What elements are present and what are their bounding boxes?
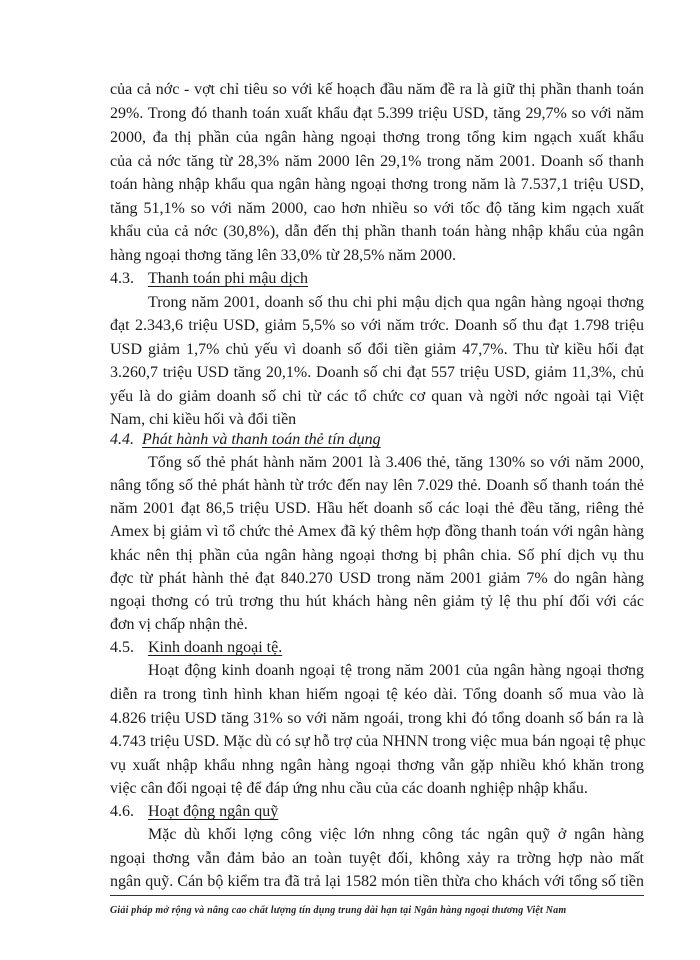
paragraph-line: tăng 51,1% so với năm 2000, cao hơn nhiều so với tốc độ tăng kim ngạch xuất (110, 200, 644, 217)
paragraph-line: đợc từ phát hành thẻ đạt 840.270 USD trong năm 2001 giảm 7% do ngân hàng (110, 570, 644, 587)
paragraph-line: nâng tổng số thẻ phát hành từ trớc đến nay lên 7.029 thẻ. Doanh số thanh toán thẻ (110, 477, 644, 494)
paragraph-line: Mặc dù khối lợng công việc lớn nhng công tác ngân quỹ ở ngân hàng (148, 826, 644, 843)
paragraph-line: 3.260,7 triệu USD tăng 20,1%. Doanh số chi đạt 557 triệu USD, giảm 11,3%, chủ (110, 364, 644, 381)
paragraph-line: của cả nớc - vợt chỉ tiêu so với kế hoạch đầu năm đề ra là giữ thị phần thanh toán (110, 81, 644, 98)
paragraph-line: 29%. Trong đó thanh toán xuất khẩu đạt 5.399 triệu USD, tăng 29,7% so với năm (110, 105, 644, 122)
section-heading-4-5 (110, 637, 282, 658)
section-number: 4.3. (110, 270, 134, 287)
paragraph-line: 4.743 triệu USD. Mặc dù có sự hỗ trợ của NHNN trong việc mua bán ngoại tệ phục (110, 733, 646, 750)
paragraph-line: Hoạt động kinh doanh ngoại tệ trong năm 2001 của ngân hàng ngoại thơng (148, 662, 644, 679)
section-number: 4.4. (110, 431, 134, 448)
paragraph-line: yếu là do giảm doanh số chi từ các tổ chức cơ quan và ngời nớc ngoài tại Việt (110, 388, 644, 405)
section-title: Thanh toán phi mậu dịch (148, 270, 308, 287)
section-heading-4-3 (110, 268, 308, 289)
section-title: Hoạt động ngân quỹ (148, 803, 279, 820)
paragraph-line: của cả nớc tăng từ 28,3% năm 2000 lên 29,1% trong năm 2001. Doanh số thanh (110, 153, 644, 170)
paragraph-line: vụ xuất nhập khẩu nhng ngân hàng ngoại thơng vẫn gặp nhiều khó khăn trong (110, 757, 644, 774)
paragraph-line: diễn ra trong tình hình khan hiếm ngoại tệ kéo dài. Tổng doanh số mua vào là (110, 686, 644, 703)
paragraph-line: đơn vị chấp nhận thẻ. (110, 616, 248, 633)
paragraph-line: khác nên thị phần của ngân hàng ngoại thơng bị phân chia. Số phí dịch vụ thu (110, 547, 644, 564)
paragraph-line: Amex bị giảm vì tổ chức thẻ Amex đã ký thêm hợp đồng thanh toán với ngân hàng (110, 523, 644, 540)
section-title: Phát hành và thanh toán thẻ tín dụng (142, 431, 381, 448)
footer-divider (110, 895, 644, 896)
paragraph-line: 2000, đa thị phần của ngân hàng ngoại thơng trong tổng kim ngạch xuất khẩu (110, 129, 644, 146)
section-heading-4-6 (110, 801, 278, 822)
paragraph-line: năm 2001 đạt 86,5 triệu USD. Hầu hết doanh số các loại thẻ đều tăng, riêng thẻ (110, 500, 644, 517)
paragraph-line: 4.826 triệu USD tăng 31% so với năm ngoái, trong khi đó tổng doanh số bán ra là (110, 710, 644, 727)
paragraph-line: ngân quỹ. Cán bộ kiểm tra đã trả lại 1582 món tiền thừa cho khách với tổng số tiền (110, 873, 644, 890)
section-number: 4.6. (110, 803, 134, 820)
paragraph-line: hàng ngoại thơng tăng lên 33,0% từ 28,5% năm 2000. (110, 247, 456, 264)
paragraph-line: USD giảm 1,7% chủ yếu vì doanh số đổi tiền giảm 47,7%. Thu từ kiều hối đạt (110, 341, 644, 358)
paragraph-line: Tổng số thẻ phát hành năm 2001 là 3.406 thẻ, tăng 130% so với năm 2000, (148, 454, 644, 471)
paragraph-line: toán hàng nhập khẩu qua ngân hàng ngoại thơng trong năm là 7.537,1 triệu USD, (110, 176, 644, 193)
section-heading-4-4 (110, 429, 381, 450)
paragraph-line: khẩu của cả nớc (30,8%), dẫn đến thị phần thanh toán hàng nhập khẩu của ngân (110, 223, 644, 240)
paragraph-line: ngoại thơng có trủ trơng thu hút khách hàng nên giảm tỷ lệ thu phí đối với các (110, 593, 644, 610)
section-number: 4.5. (110, 639, 134, 656)
paragraph-line: việc cân đối ngoại tệ để đáp ứng nhu cầu của các doanh nghiệp nhập khẩu. (110, 780, 588, 797)
paragraph-line: Trong năm 2001, doanh số thu chi phi mậu dịch qua ngân hàng ngoại thơng (148, 294, 644, 311)
section-title: Kinh doanh ngoại tệ. (148, 639, 283, 656)
paragraph-line: đạt 2.343,6 triệu USD, giảm 5,5% so với năm trớc. Doanh số thu đạt 1.798 triệu (110, 317, 644, 334)
footer-caption: Giải pháp mở rộng và nâng cao chất lượng tín dụng trung dài hạn tại Ngân hàng ngoại thương Việt Nam (110, 905, 567, 916)
paragraph-line: ngoại thơng vẫn đảm bảo an toàn tuyệt đối, không xảy ra trờng hợp nào mất (110, 850, 644, 867)
paragraph-line: Nam, chi kiều hối và đổi tiền (110, 411, 297, 428)
